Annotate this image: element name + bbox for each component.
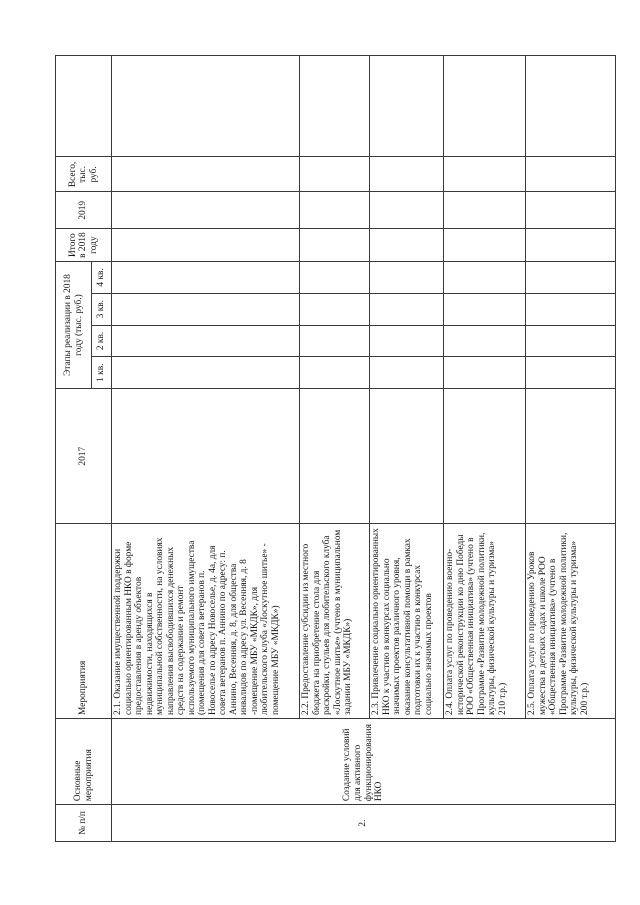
table-row	[112, 56, 300, 842]
header-num: № п/п	[56, 805, 112, 842]
cell-empty	[526, 262, 616, 294]
rotated-table-wrapper	[55, 55, 615, 842]
activity-2-1: 2.1. Оказание имущественной поддержки социально ориентированным НКО в форме предоставления в аренду объектов недвижимости, находящихся в муниципальной собственности, на условиях направления высвободившихся денежных средств на содержание и ремонт используемого муниципального имущества (помещения для совета ветеранов п. Новоселье по адресу Новоселье, д. 4а, для совета ветеранов п. Аннино по адресу: п. Аннино, Весенняя, д. 8, для общества инвалидов по адресу ул. Весенняя, д. 8 -помещение МБУ «МКДК», для любительского клуба «Лоскутное шитье» - помещение МБУ «МКДК»)	[112, 524, 300, 719]
cell-empty	[300, 262, 370, 294]
activity-2-3: 2.3. Привлечение социально ориентированных НКО к участию в конкурсах социально значимых проектов различного уровня, оказание консультативной помощи в рамках подготовки их к участию в конкурсах социально значимых проектов	[370, 524, 444, 719]
cell-empty	[526, 192, 616, 229]
header-empty-extra	[56, 56, 112, 158]
cell-empty	[112, 357, 300, 389]
header-q2: 2 кв.	[92, 325, 112, 357]
activity-2-5: 2.5. Оплата услуг по проведению Уроков мужества в детских садах и школе РОО «Общественная инициатива» (учтено в Программе «Развитие молодежной политики, культуры, физической культуры и туризма» 200 т.р.)	[526, 524, 616, 719]
cell-empty	[526, 293, 616, 325]
cell-empty	[444, 325, 526, 357]
activity-2-2: 2.2. Предоставление субсидии из местного бюджета на приобретение стола для раскройки, стульев для любительского клуба «Лоскутное шитье» (учтено в муниципальном задании МБУ «МКДК»)	[300, 524, 370, 719]
cell-empty	[444, 262, 526, 294]
header-main-activities: Основные мероприятия	[56, 719, 112, 805]
cell-empty	[370, 325, 444, 357]
cell-empty	[526, 56, 616, 158]
cell-empty	[300, 56, 370, 158]
cell-empty	[112, 56, 300, 158]
cell-empty	[300, 357, 370, 389]
activity-2-4: 2.4. Оплата услуг по проведению военно-исторической реконструкции ко дню Победы РОО «Общественная инициатива» (учтено в Программе «Развитие молодежной политики, культуры, физической культуры и туризма» 210 т.р.)	[444, 524, 526, 719]
header-q3: 3 кв.	[92, 293, 112, 325]
cell-empty	[370, 56, 444, 158]
cell-empty	[300, 325, 370, 357]
cell-empty	[112, 325, 300, 357]
cell-empty	[444, 192, 526, 229]
cell-empty	[370, 157, 444, 192]
cell-empty	[444, 229, 526, 262]
header-activities: Мероприятия	[56, 524, 112, 719]
cell-empty	[444, 389, 526, 524]
cell-empty	[112, 293, 300, 325]
cell-empty	[526, 157, 616, 192]
cell-empty	[444, 357, 526, 389]
cell-empty	[444, 56, 526, 158]
cell-empty	[370, 262, 444, 294]
cell-empty	[370, 192, 444, 229]
cell-empty	[300, 293, 370, 325]
cell-empty	[112, 262, 300, 294]
cell-empty	[300, 192, 370, 229]
header-year-2017: 2017	[56, 389, 112, 524]
header-stages-2018: Этапы реализации в 2018 году (тыс. руб.)	[56, 262, 92, 389]
header-year-2019: 2019	[56, 192, 112, 229]
cell-empty	[444, 157, 526, 192]
cell-empty	[112, 229, 300, 262]
cell-empty	[112, 389, 300, 524]
header-total: Всего, тыс. руб.	[56, 157, 112, 192]
cell-empty	[526, 389, 616, 524]
header-total-2018: Итого в 2018 году	[56, 229, 112, 262]
cell-empty	[526, 325, 616, 357]
cell-empty	[370, 293, 444, 325]
cell-empty	[300, 389, 370, 524]
header-q4: 4 кв.	[92, 262, 112, 294]
cell-empty	[112, 192, 300, 229]
cell-empty	[300, 229, 370, 262]
cell-empty	[370, 229, 444, 262]
cell-empty	[370, 389, 444, 524]
cell-empty	[370, 357, 444, 389]
program-activities-table	[55, 55, 616, 842]
header-q1: 1 кв.	[92, 357, 112, 389]
cell-empty	[526, 357, 616, 389]
section-title: Создание условий для активного функционирования НКО	[112, 719, 616, 805]
cell-empty	[444, 293, 526, 325]
section-number: 2.	[112, 805, 616, 842]
cell-empty	[300, 157, 370, 192]
header-row-1	[56, 56, 92, 842]
cell-empty	[112, 157, 300, 192]
cell-empty	[526, 229, 616, 262]
